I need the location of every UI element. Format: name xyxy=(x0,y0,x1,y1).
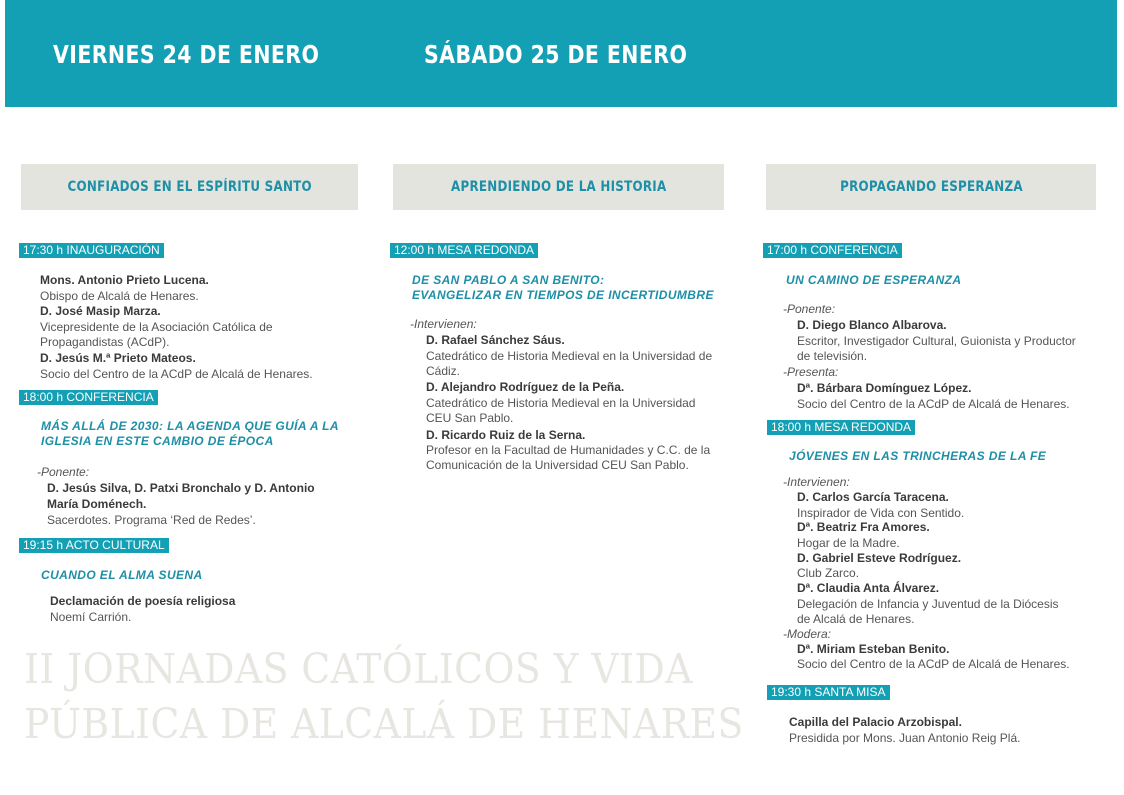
speaker-name: Mons. Antonio Prieto Lucena. xyxy=(40,273,209,287)
speaker-description: Noemí Carrión. xyxy=(50,610,132,624)
role-label: -Ponente: xyxy=(37,465,90,479)
speaker-name: D. Alejandro Rodríguez de la Peña. xyxy=(426,380,625,394)
event-tag-inauguracion: 17:30 h INAUGURACIÓN xyxy=(19,243,164,258)
speaker-description: Catedrático de Historia Medieval en la Universidad de xyxy=(426,349,713,363)
role-label: -Modera: xyxy=(783,627,832,641)
speaker-name: D. Gabriel Esteve Rodríguez. xyxy=(797,551,962,565)
speaker-name: Dª. Claudia Anta Álvarez. xyxy=(797,581,940,595)
speaker-description: Inspirador de Vida con Sentido. xyxy=(797,506,965,520)
section-box-1 xyxy=(21,164,358,210)
speaker-name: Dª. Miriam Esteban Benito. xyxy=(797,642,950,656)
speaker-name: D. Jesús M.ª Prieto Mateos. xyxy=(40,351,196,365)
speaker-description: Sacerdotes. Programa ‘Red de Redes’. xyxy=(47,513,256,527)
speaker-description: Escritor, Investigador Cultural, Guionista y Productor xyxy=(797,334,1076,348)
day-friday-heading: VIERNES 24 DE ENERO xyxy=(53,40,320,69)
event-title: MÁS ALLÁ DE 2030: LA AGENDA QUE GUÍA A LA xyxy=(41,419,339,433)
event-tag-mesa-redonda: 12:00 h MESA REDONDA xyxy=(390,243,538,258)
speaker-name: D. Carlos García Taracena. xyxy=(797,490,949,504)
speaker-name: D. Diego Blanco Albarova. xyxy=(797,318,947,332)
speaker-description: Profesor en la Facultad de Humanidades y C.C. de la xyxy=(426,443,711,457)
section-title-aprendiendo: APRENDIENDO DE LA HISTORIA xyxy=(450,179,667,195)
speaker-description: Comunicación de la Universidad CEU San Pablo. xyxy=(426,458,689,472)
speaker-name: D. Jesús Silva, D. Patxi Bronchalo y D. Antonio xyxy=(47,481,315,495)
event-tag-santa-misa: 19:30 h SANTA MISA xyxy=(767,685,890,700)
speaker-description: Obispo de Alcalá de Henares. xyxy=(40,289,199,303)
event-tag-acto-cultural: 19:15 h ACTO CULTURAL xyxy=(19,538,169,553)
section-title-propagando: PROPAGANDO ESPERANZA xyxy=(839,179,1023,195)
speaker-description: Vicepresidente de la Asociación Católica de xyxy=(40,320,273,334)
speaker-description: de televisión. xyxy=(797,349,868,363)
event-tag-mesa-redonda: 18:00 h MESA REDONDA xyxy=(767,420,915,435)
speaker-name: D. José Masip Marza. xyxy=(40,304,161,318)
speaker-description: Socio del Centro de la ACdP de Alcalá de Henares. xyxy=(797,657,1070,671)
speaker-description: Club Zarco. xyxy=(797,566,860,580)
event-title: DE SAN PABLO A SAN BENITO: xyxy=(412,273,605,287)
section-box-3 xyxy=(766,164,1096,210)
speaker-name: D. Rafael Sánchez Sáus. xyxy=(426,333,565,347)
speaker-name: Declamación de poesía religiosa xyxy=(50,594,236,608)
role-label: -Presenta: xyxy=(783,365,839,379)
event-title: IGLESIA EN ESTE CAMBIO DE ÉPOCA xyxy=(41,434,274,448)
event-title: JÓVENES EN LAS TRINCHERAS DE LA FE xyxy=(789,449,1047,463)
section-box-2 xyxy=(393,164,724,210)
event-title: UN CAMINO DE ESPERANZA xyxy=(786,273,962,287)
speaker-description: Catedrático de Historia Medieval en la Universidad xyxy=(426,396,696,410)
event-title: CUANDO EL ALMA SUENA xyxy=(41,568,203,582)
speaker-name: Dª. Beatriz Fra Amores. xyxy=(797,520,930,534)
speaker-description: CEU San Pablo. xyxy=(426,411,514,425)
speaker-name: Dª. Bárbara Domínguez López. xyxy=(797,381,972,395)
speaker-description: Presidida por Mons. Juan Antonio Reig Plá. xyxy=(789,731,1021,745)
speaker-name: D. Ricardo Ruiz de la Serna. xyxy=(426,428,586,442)
section-title-confiados: CONFIADOS EN EL ESPÍRITU SANTO xyxy=(67,179,312,195)
speaker-description: Socio del Centro de la ACdP de Alcalá de Henares. xyxy=(40,367,313,381)
role-label: -Intervienen: xyxy=(410,317,477,331)
event-tag-conferencia: 18:00 h CONFERENCIA xyxy=(19,390,158,405)
speaker-name: María Doménech. xyxy=(47,497,147,511)
role-label: -Ponente: xyxy=(783,302,836,316)
role-label: -Intervienen: xyxy=(783,475,850,489)
speaker-description: Propagandistas (ACdP). xyxy=(40,335,170,349)
event-tag-conferencia: 17:00 h CONFERENCIA xyxy=(763,243,902,258)
watermark-line-2: PÚBLICA DE ALCALÁ DE HENARES xyxy=(24,700,744,748)
watermark-line-1: II JORNADAS CATÓLICOS Y VIDA xyxy=(24,645,693,693)
speaker-description: Hogar de la Madre. xyxy=(797,536,900,550)
speaker-description: de Alcalá de Henares. xyxy=(797,612,915,626)
day-saturday-heading: SÁBADO 25 DE ENERO xyxy=(424,40,688,69)
event-title: EVANGELIZAR EN TIEMPOS DE INCERTIDUMBRE xyxy=(412,288,714,302)
speaker-description: Socio del Centro de la ACdP de Alcalá de Henares. xyxy=(797,397,1070,411)
header-banner xyxy=(5,0,1117,107)
speaker-description: Cádiz. xyxy=(426,364,461,378)
speaker-description: Delegación de Infancia y Juventud de la Diócesis xyxy=(797,597,1059,611)
speaker-name: Capilla del Palacio Arzobispal. xyxy=(789,715,962,729)
